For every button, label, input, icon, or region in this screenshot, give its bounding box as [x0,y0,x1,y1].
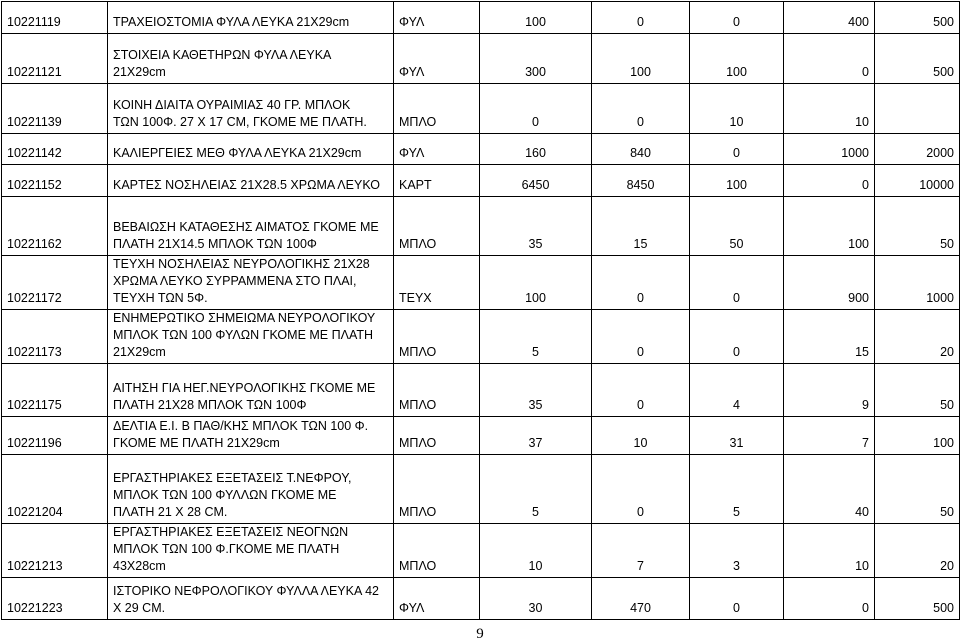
quantity-total: 2000 [875,134,960,165]
quantity-1: 100 [480,256,592,310]
quantity-2: 840 [592,134,690,165]
quantity-1: 100 [480,2,592,34]
quantity-4: 0 [784,165,875,197]
item-description [108,165,394,197]
quantity-4: 10 [784,84,875,134]
quantity-total: 50 [875,364,960,417]
description-line: ΚΑΡΤΕΣ ΝΟΣΗΛΕΙΑΣ 21Χ28.5 ΧΡΩΜΑ ΛΕΥΚΟ [113,178,380,192]
quantity-total: 500 [875,2,960,34]
table-row [2,134,960,165]
item-description [108,197,394,256]
quantity-3: 5 [690,455,784,524]
quantity-3: 31 [690,417,784,455]
description-line: ΧΡΩΜΑ ΛΕΥΚΟ ΣΥΡΡΑΜΜΕΝΑ ΣΤΟ ΠΛΑΙ, [113,274,357,288]
table-row [2,84,960,134]
table-row [2,34,960,84]
description-line: ΚΑΛΙΕΡΓΕΙΕΣ ΜΕΘ ΦΥΛΑ ΛΕΥΚΑ 21Χ29cm [113,146,362,160]
quantity-total: 500 [875,34,960,84]
item-code: 10221175 [2,364,108,417]
item-description [108,256,394,310]
quantity-1: 10 [480,524,592,578]
item-unit: ΜΠΛΟ [394,524,480,578]
quantity-2: 7 [592,524,690,578]
item-code: 10221119 [2,2,108,34]
description-line: ΙΣΤΟΡΙΚΟ ΝΕΦΡΟΛΟΓΙΚΟΥ ΦΥΛΛΑ ΛΕΥΚΑ 42 [113,584,379,598]
item-unit: ΦΥΛ [394,2,480,34]
table-row [2,310,960,364]
item-code: 10221152 [2,165,108,197]
quantity-total: 500 [875,578,960,620]
description-line: ΜΠΛΟΚ ΤΩΝ 100 ΦΥΛΛΩΝ ΓΚΟΜΕ ΜΕ [113,488,337,502]
quantity-4: 900 [784,256,875,310]
table-row [2,165,960,197]
quantity-2: 470 [592,578,690,620]
quantity-2: 100 [592,34,690,84]
table-row [2,417,960,455]
item-code: 10221213 [2,524,108,578]
description-line: ΑΙΤΗΣΗ ΓΙΑ ΗΕΓ.ΝΕΥΡΟΛΟΓΙΚΗΣ ΓΚΟΜΕ ΜΕ [113,381,376,395]
description-line: ΠΛΑΤΗ 21 Χ 28 CM. [113,505,228,519]
item-code: 10221142 [2,134,108,165]
quantity-1: 300 [480,34,592,84]
quantity-3: 0 [690,310,784,364]
description-line: ΤΡΑΧΕΙΟΣΤΟΜΙΑ ΦΥΛΑ ΛΕΥΚΑ 21Χ29cm [113,15,350,29]
item-description [108,417,394,455]
table-row [2,256,960,310]
quantity-1: 6450 [480,165,592,197]
quantity-total: 1000 [875,256,960,310]
quantity-total: 20 [875,310,960,364]
description-line: ΤΕΥΧΗ ΝΟΣΗΛΕΙΑΣ ΝΕΥΡΟΛΟΓΙΚΗΣ 21Χ28 [113,257,370,271]
table-row [2,364,960,417]
quantity-1: 160 [480,134,592,165]
quantity-2: 0 [592,2,690,34]
quantity-4: 100 [784,197,875,256]
item-description [108,84,394,134]
quantity-1: 35 [480,364,592,417]
quantity-4: 15 [784,310,875,364]
quantity-2: 0 [592,310,690,364]
description-line: ΓΚΟΜΕ ΜΕ ΠΛΑΤΗ 21Χ29cm [113,436,280,450]
item-unit: ΦΥΛ [394,134,480,165]
item-code: 10221139 [2,84,108,134]
quantity-3: 0 [690,134,784,165]
quantity-4: 1000 [784,134,875,165]
item-code: 10221162 [2,197,108,256]
quantity-3: 0 [690,578,784,620]
description-line: ΔΕΛΤΙΑ Ε.Ι. Β ΠΑΘ/ΚΗΣ ΜΠΛΟΚ ΤΩΝ 100 Φ. [113,419,369,433]
quantity-1: 5 [480,310,592,364]
item-unit: ΤΕΥΧ [394,256,480,310]
quantity-4: 7 [784,417,875,455]
description-line: ΠΛΑΤΗ 21Χ14.5 ΜΠΛΟΚ ΤΩΝ 100Φ [113,237,317,251]
description-line: ΜΠΛΟΚ ΤΩΝ 100 Φ.ΓΚΟΜΕ ΜΕ ΠΛΑΤΗ [113,542,340,556]
description-line: ΤΩΝ 100Φ. 27 Χ 17 CM, ΓΚΟΜΕ ΜΕ ΠΛΑΤΗ. [113,115,367,129]
table-row [2,578,960,620]
quantity-total: 50 [875,197,960,256]
item-code: 10221172 [2,256,108,310]
quantity-3: 0 [690,256,784,310]
quantity-3: 50 [690,197,784,256]
quantity-total: 20 [875,524,960,578]
page-number: 9 [476,626,484,642]
quantity-2: 0 [592,364,690,417]
item-code: 10221223 [2,578,108,620]
description-line: ΕΝΗΜΕΡΩΤΙΚΟ ΣΗΜΕΙΩΜΑ ΝΕΥΡΟΛΟΓΙΚΟΥ [113,311,376,325]
item-description [108,134,394,165]
item-code: 10221121 [2,34,108,84]
table-row [2,2,960,34]
quantity-1: 0 [480,84,592,134]
quantity-4: 0 [784,34,875,84]
item-description [108,34,394,84]
quantity-2: 0 [592,455,690,524]
description-line: ΒΕΒΑΙΩΣΗ ΚΑΤΑΘΕΣΗΣ ΑΙΜΑΤΟΣ ΓΚΟΜΕ ΜΕ [113,220,379,234]
description-line: Χ 29 CM. [113,601,166,615]
item-description [108,310,394,364]
item-code: 10221204 [2,455,108,524]
quantity-4: 10 [784,524,875,578]
item-unit: ΚΑΡΤ [394,165,480,197]
description-line: ΠΛΑΤΗ 21Χ28 ΜΠΛΟΚ ΤΩΝ 100Φ [113,398,307,412]
item-unit: ΜΠΛΟ [394,417,480,455]
description-line: 21Χ29cm [113,65,166,79]
description-line: ΤΕΥΧΗ ΤΩΝ 5Φ. [113,291,208,305]
quantity-2: 8450 [592,165,690,197]
item-description [108,524,394,578]
quantity-total [875,84,960,134]
quantity-1: 35 [480,197,592,256]
quantity-total: 10000 [875,165,960,197]
item-unit: ΜΠΛΟ [394,197,480,256]
quantity-3: 10 [690,84,784,134]
description-line: 43Χ28cm [113,559,166,573]
quantity-3: 100 [690,34,784,84]
quantity-3: 3 [690,524,784,578]
quantity-4: 40 [784,455,875,524]
description-line: 21Χ29cm [113,345,166,359]
quantity-total: 50 [875,455,960,524]
description-line: ΜΠΛΟΚ ΤΩΝ 100 ΦΥΛΩΝ ΓΚΟΜΕ ΜΕ ΠΛΑΤΗ [113,328,374,342]
item-unit: ΜΠΛΟ [394,364,480,417]
item-description [108,2,394,34]
quantity-2: 0 [592,84,690,134]
quantity-2: 10 [592,417,690,455]
table-row [2,524,960,578]
table-row [2,455,960,524]
quantity-total: 100 [875,417,960,455]
quantity-4: 400 [784,2,875,34]
quantity-1: 30 [480,578,592,620]
quantity-4: 9 [784,364,875,417]
item-unit: ΦΥΛ [394,578,480,620]
inventory-table [1,1,960,620]
item-unit: ΜΠΛΟ [394,84,480,134]
description-line: ΕΡΓΑΣΤΗΡΙΑΚΕΣ ΕΞΕΤΑΣΕΙΣ Τ.ΝΕΦΡΟΥ, [113,471,352,485]
quantity-3: 0 [690,2,784,34]
item-unit: ΜΠΛΟ [394,310,480,364]
item-description [108,578,394,620]
description-line: ΕΡΓΑΣΤΗΡΙΑΚΕΣ ΕΞΕΤΑΣΕΙΣ ΝΕΟΓΝΩΝ [113,525,349,539]
item-unit: ΜΠΛΟ [394,455,480,524]
item-description [108,364,394,417]
quantity-3: 4 [690,364,784,417]
table-row [2,197,960,256]
quantity-2: 15 [592,197,690,256]
item-unit: ΦΥΛ [394,34,480,84]
quantity-3: 100 [690,165,784,197]
item-description [108,455,394,524]
quantity-1: 37 [480,417,592,455]
quantity-2: 0 [592,256,690,310]
description-line: ΚΟΙΝΗ ΔΙΑΙΤΑ ΟΥΡΑΙΜΙΑΣ 40 ΓΡ. ΜΠΛΟΚ [113,98,351,112]
quantity-4: 0 [784,578,875,620]
quantity-1: 5 [480,455,592,524]
description-line: ΣΤΟΙΧΕΙΑ ΚΑΘΕΤΗΡΩΝ ΦΥΛΑ ΛΕΥΚΑ [113,48,332,62]
item-code: 10221196 [2,417,108,455]
item-code: 10221173 [2,310,108,364]
